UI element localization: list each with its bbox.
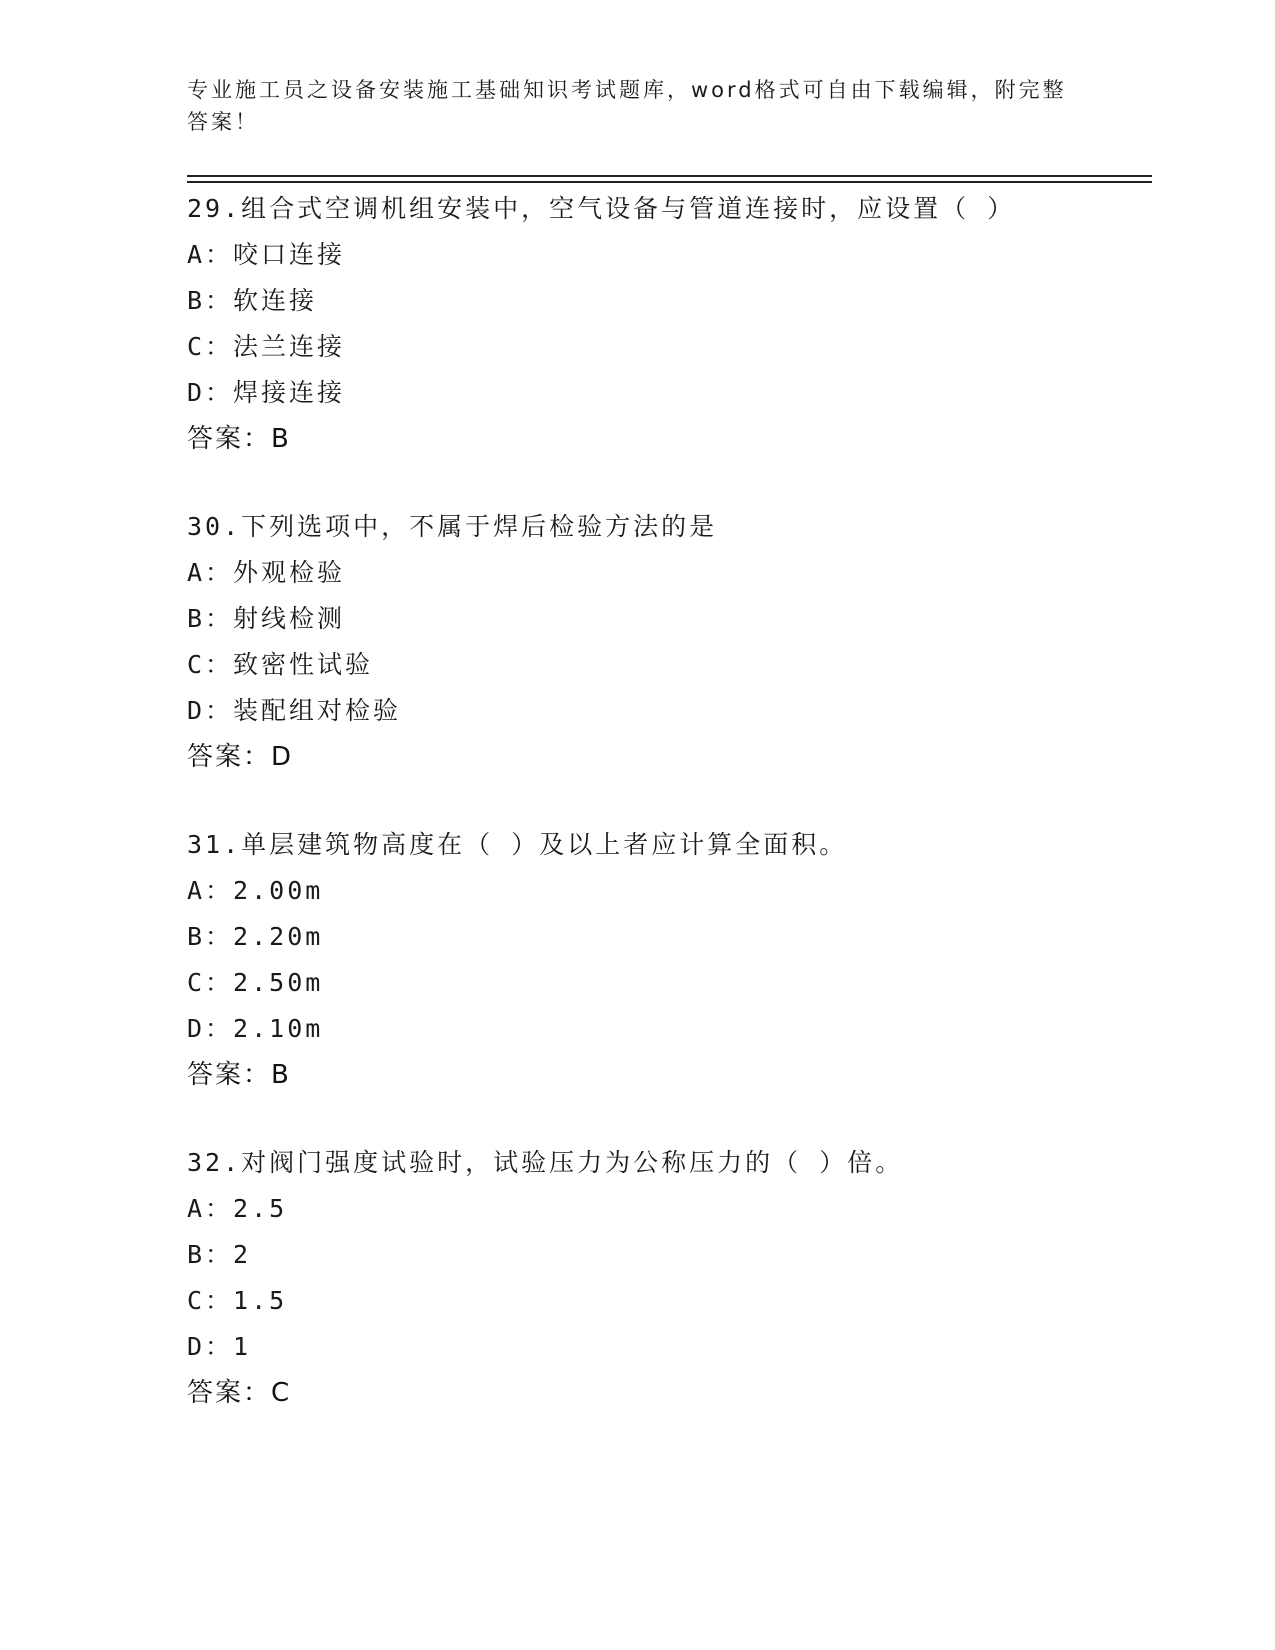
option-c: C：1.5 (187, 1286, 288, 1315)
option-b: B：2.20m (187, 922, 324, 951)
question-block (187, 1140, 1147, 1416)
document-intro: 专业施工员之设备安装施工基础知识考试题库，word格式可自由下载编辑，附完整答案！ (187, 78, 1067, 134)
option-d: D：1 (187, 1332, 252, 1361)
option-d: D：2.10m (187, 1014, 324, 1043)
option-a: A：2.00m (187, 876, 324, 905)
question-block (187, 822, 1147, 1098)
option-a: A：2.5 (187, 1194, 288, 1223)
option-d: D：焊接连接 (187, 378, 346, 407)
option-a: A：外观检验 (187, 558, 346, 587)
option-b: B：射线检测 (187, 604, 346, 633)
option-d: D：装配组对检验 (187, 696, 402, 725)
header-divider-top (187, 175, 1152, 177)
question-stem: 32.对阀门强度试验时，试验压力为公称压力的（ ）倍。 (187, 1148, 904, 1177)
answer-line: 答案：C (187, 1378, 292, 1408)
option-c: C：致密性试验 (187, 650, 374, 679)
option-b: B：2 (187, 1240, 252, 1269)
option-a: A：咬口连接 (187, 240, 346, 269)
question-stem: 29.组合式空调机组安装中，空气设备与管道连接时，应设置（ ） (187, 194, 1016, 223)
header-divider-bottom (187, 181, 1152, 183)
option-c: C：法兰连接 (187, 332, 346, 361)
answer-line: 答案：D (187, 742, 294, 772)
answer-line: 答案：B (187, 424, 291, 454)
question-block (187, 186, 1147, 462)
option-b: B：软连接 (187, 286, 318, 315)
option-c: C：2.50m (187, 968, 324, 997)
question-stem: 31.单层建筑物高度在（ ）及以上者应计算全面积。 (187, 830, 848, 859)
question-stem: 30.下列选项中，不属于焊后检验方法的是 (187, 512, 718, 541)
answer-line: 答案：B (187, 1060, 291, 1090)
question-block (187, 504, 1147, 780)
